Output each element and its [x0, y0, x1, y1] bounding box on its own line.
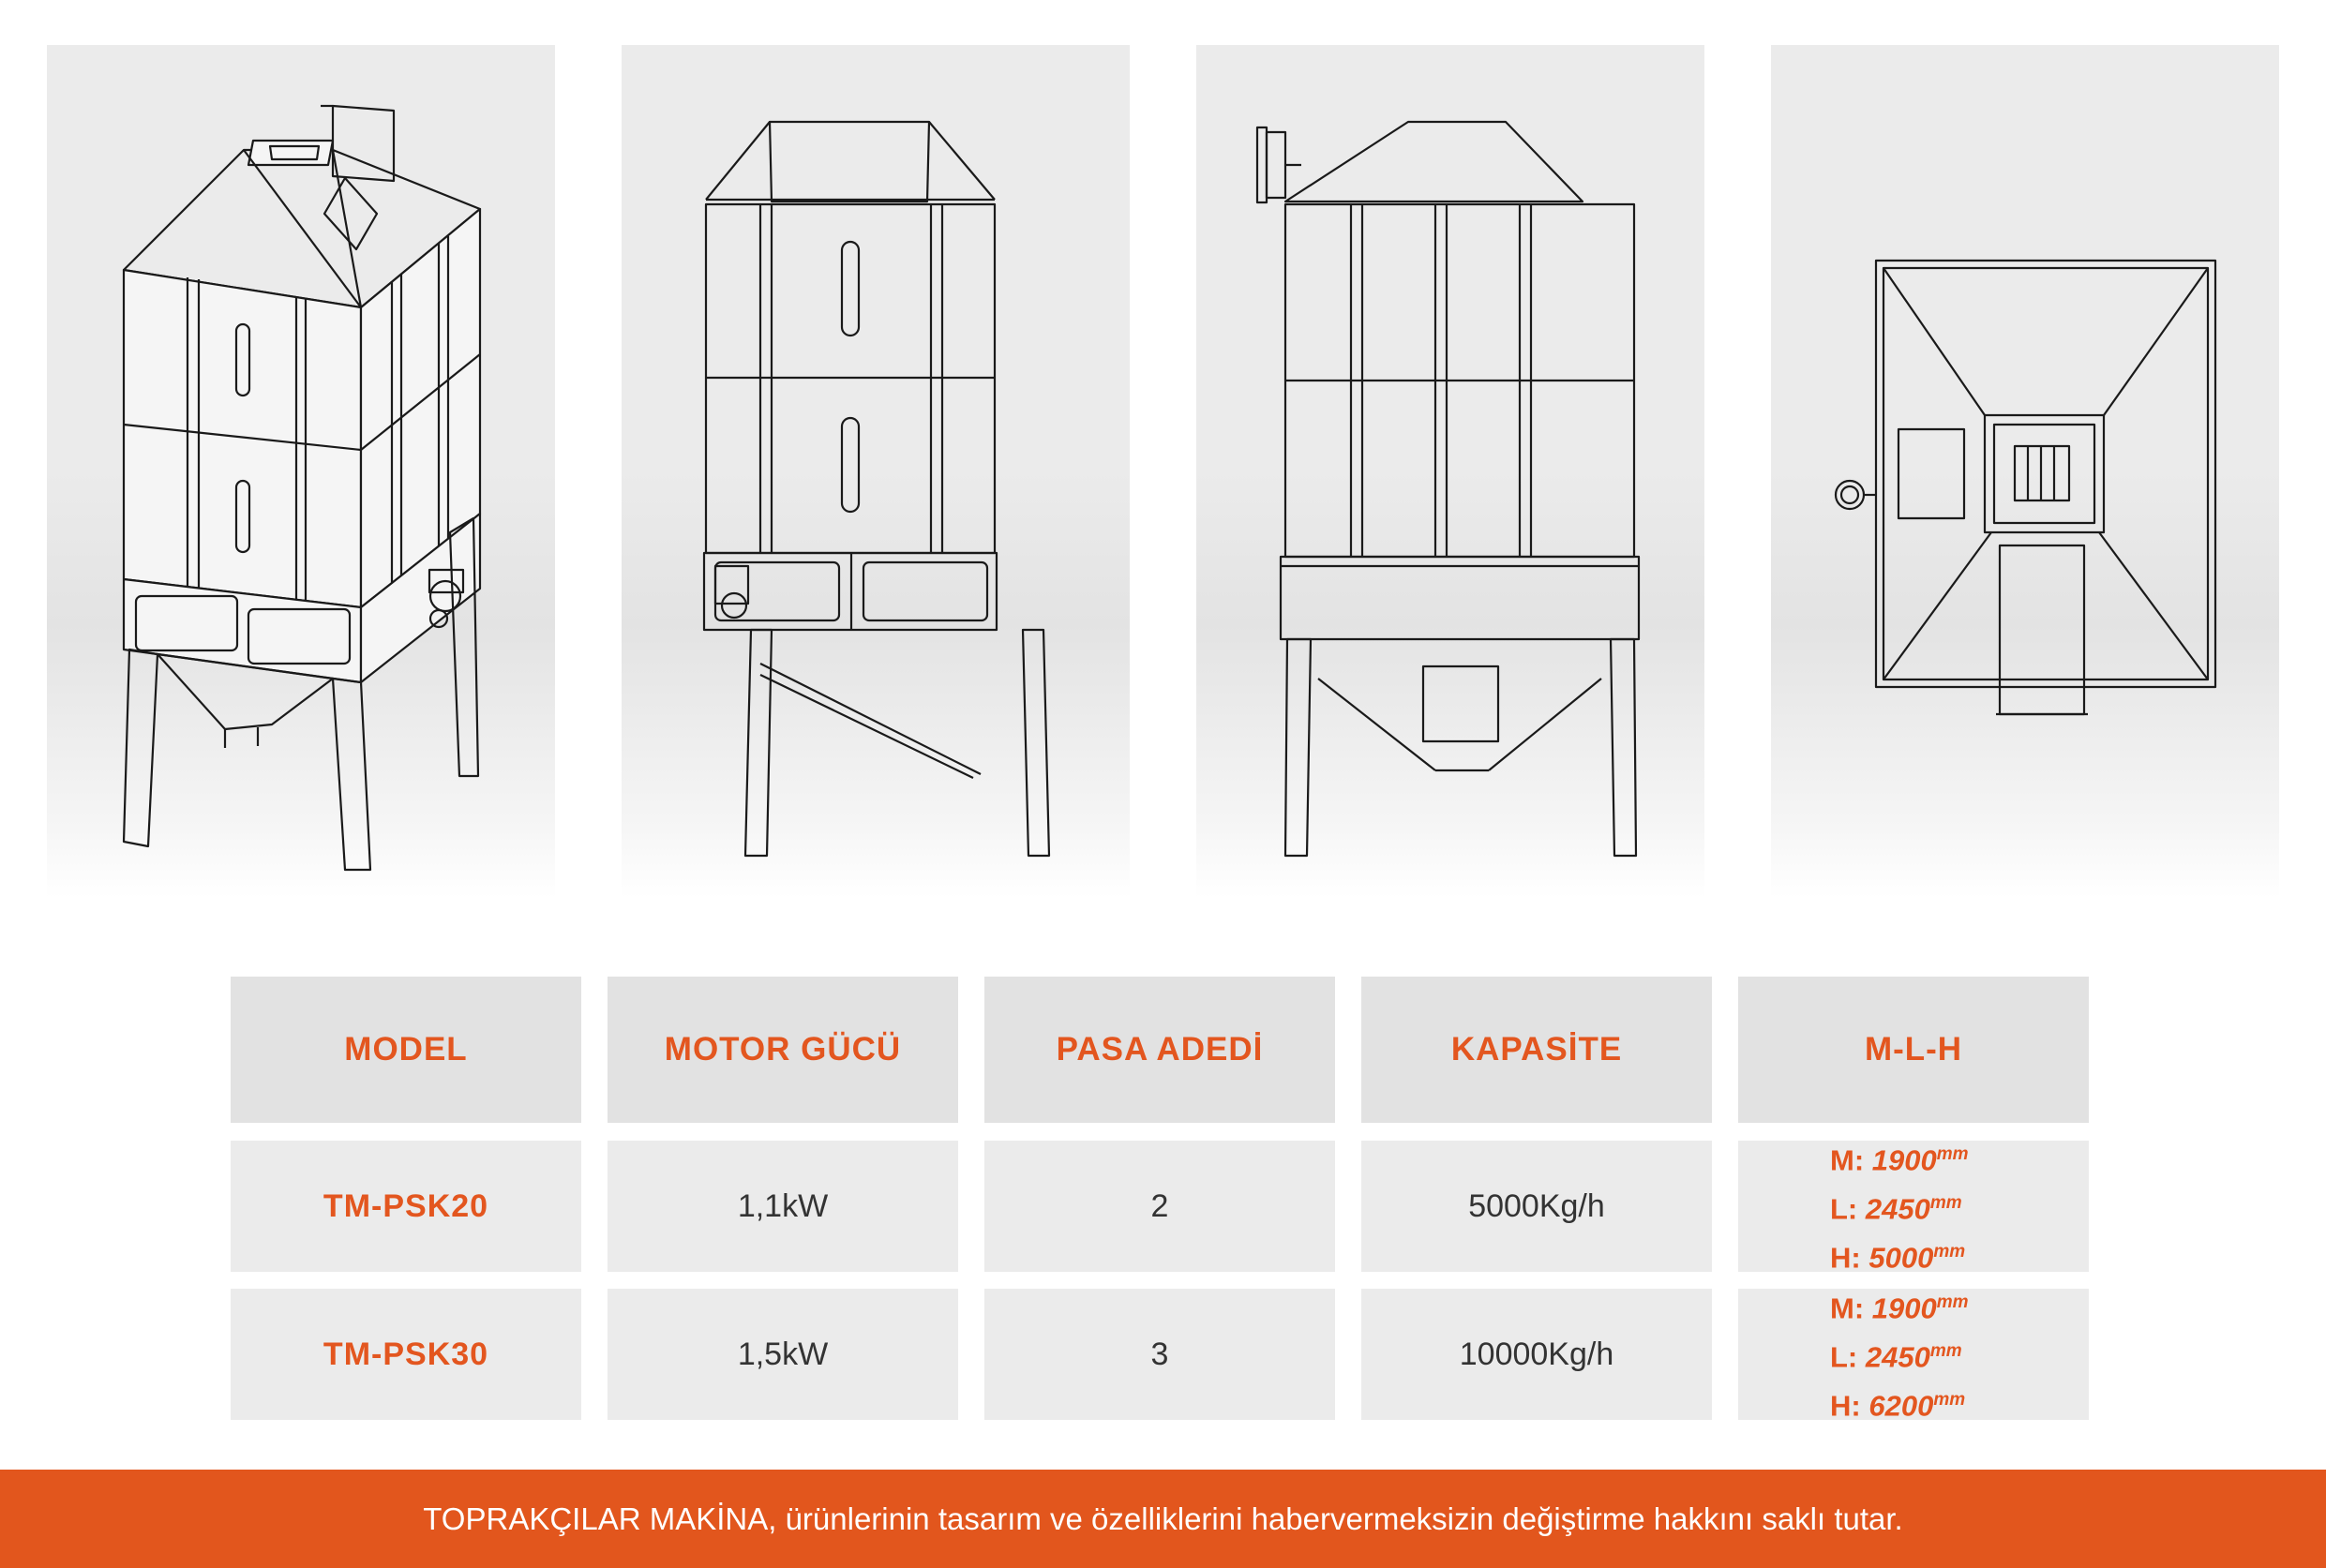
row1-motor: 1,1kW: [608, 1141, 958, 1272]
footer-disclaimer: [0, 1470, 2326, 1568]
row2-pasa: 3: [984, 1289, 1335, 1420]
dim-l: L: $2450^{mm}$: [1830, 1340, 1962, 1374]
row1-pasa: 2: [984, 1141, 1335, 1272]
row1-dimensions: [1738, 1141, 2089, 1275]
header-model: MODEL: [231, 977, 581, 1123]
row2-model: TM-PSK30: [231, 1289, 581, 1420]
dim-m: M: $1900^{mm}$: [1830, 1142, 1969, 1176]
footer-text: TOPRAKÇILAR MAKİNA, ürünlerinin tasarım ve özelliklerini habervermeksizin değiştirme hakkını saklı tutar.: [423, 1501, 1903, 1536]
dim-h: H: $6200^{mm}$: [1830, 1389, 1966, 1423]
dim-l: L: $2450^{mm}$: [1830, 1192, 1962, 1226]
header-dimensions: M-L-H: [1738, 977, 2089, 1123]
row1-model: TM-PSK20: [231, 1141, 581, 1272]
dim-m: M: $1900^{mm}$: [1830, 1291, 1969, 1324]
dim-h: H: $5000^{mm}$: [1830, 1241, 1966, 1275]
isometric-view-drawing: [47, 45, 555, 898]
header-pasa-count: PASA ADEDİ: [984, 977, 1335, 1123]
row1-capacity: 5000Kg/h: [1361, 1141, 1712, 1272]
row2-capacity: 10000Kg/h: [1361, 1289, 1712, 1420]
side-view-drawing: [622, 45, 1130, 898]
header-capacity: KAPASİTE: [1361, 977, 1712, 1123]
row2-motor: 1,5kW: [608, 1289, 958, 1420]
header-motor-power: MOTOR GÜCÜ: [608, 977, 958, 1123]
front-view-drawing: [1196, 45, 1704, 898]
top-view-drawing: [1771, 45, 2279, 898]
row2-dimensions: [1738, 1289, 2089, 1423]
